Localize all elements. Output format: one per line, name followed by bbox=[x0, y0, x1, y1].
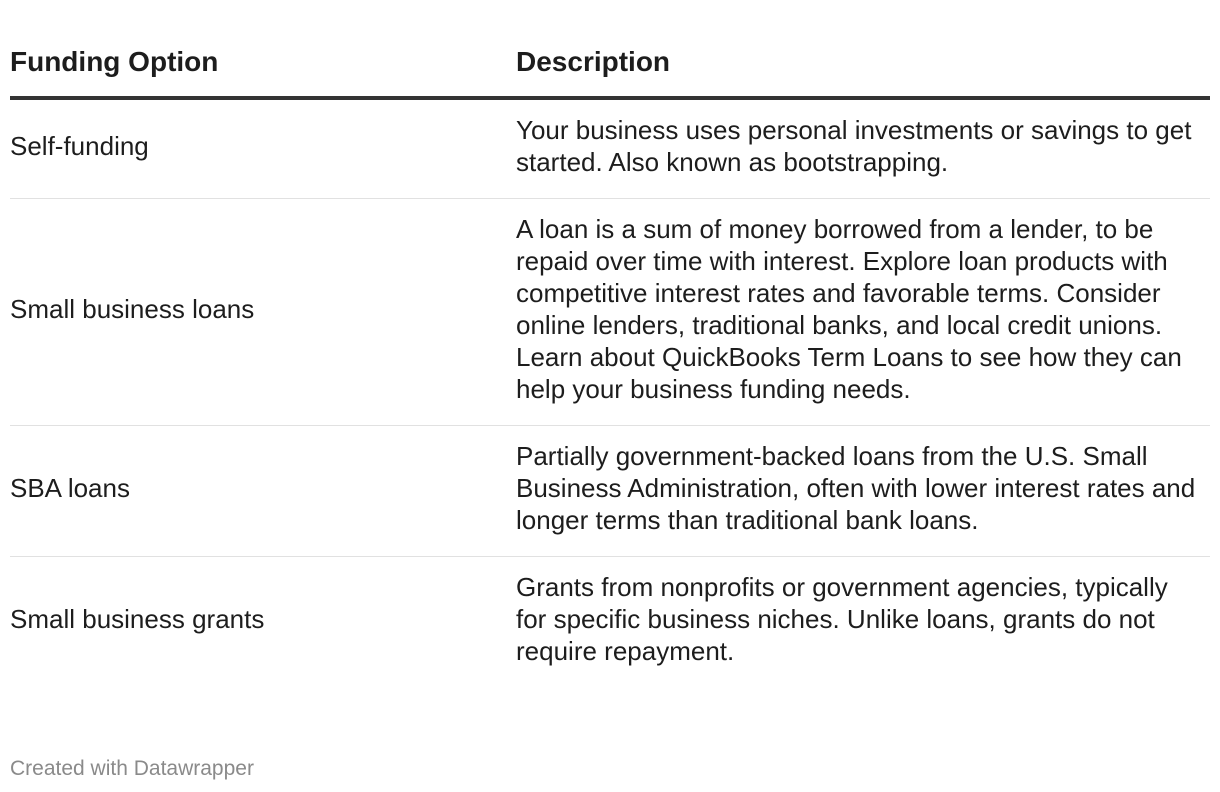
funding-option-cell: Self-funding bbox=[10, 98, 516, 199]
table-header-row bbox=[10, 34, 1210, 98]
funding-option-cell: Small business loans bbox=[10, 199, 516, 426]
description-cell: Partially government-backed loans from the U.S. Small Business Administration, often with lower interest rates and longer terms than traditional bank loans. bbox=[516, 426, 1210, 557]
column-header-funding-option: Funding Option bbox=[10, 34, 516, 98]
funding-options-table-container bbox=[10, 34, 1210, 687]
description-cell: Grants from nonprofits or government agencies, typically for specific business niches. Unlike loans, grants do not require repayment. bbox=[516, 572, 1168, 666]
table-row bbox=[10, 98, 1210, 199]
table-row bbox=[10, 557, 1210, 688]
table-row bbox=[10, 199, 1210, 426]
description-cell: Your business uses personal investments or savings to get started. Also known as bootstrapping. bbox=[516, 98, 1210, 199]
datawrapper-credit[interactable]: Created with Datawrapper bbox=[10, 757, 254, 780]
description-cell: A loan is a sum of money borrowed from a lender, to be repaid over time with interest. Explore loan products with competitive interest rates and favorable terms. Consider online lenders, traditional banks, and local credit unions. Learn about QuickBooks Term Loans to see how they can help your business funding needs. bbox=[516, 199, 1210, 426]
funding-options-table bbox=[10, 34, 1210, 687]
funding-option-cell: SBA loans bbox=[10, 426, 516, 557]
funding-option-cell: Small business grants bbox=[10, 604, 265, 634]
table-row bbox=[10, 426, 1210, 557]
column-header-description: Description bbox=[516, 34, 1210, 98]
